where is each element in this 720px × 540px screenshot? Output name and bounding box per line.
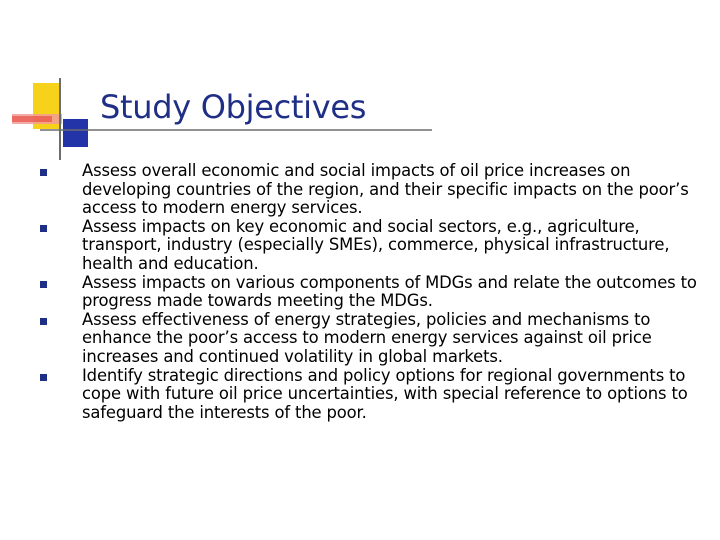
square-bullet-icon — [40, 169, 47, 176]
bullet-text: Identify strategic directions and policy options for regional governments to cope with future oil price uncertainties, with special reference to options to safeguard the interests of the poor. — [82, 365, 688, 422]
square-bullet-icon — [40, 318, 47, 325]
bullet-text: Assess overall economic and social impacts of oil price increases on developing countries of the region, and their specific impacts on the poor’s access to modern energy services. — [82, 161, 689, 218]
bullet-item — [40, 218, 712, 274]
deco-blue-square — [63, 119, 88, 147]
bullet-item — [40, 162, 712, 218]
bullet-item — [40, 311, 712, 367]
square-bullet-icon — [40, 374, 47, 381]
bullet-item — [40, 367, 712, 423]
bullet-text: Assess impacts on key economic and social sectors, e.g., agriculture, transport, industry (especially SMEs), commerce, physical infrastructure, health and education. — [82, 216, 670, 273]
bullet-list — [40, 162, 712, 422]
bullet-text: Assess effectiveness of energy strategies, policies and mechanisms to enhance the poor’s access to modern energy services against oil price increases and continued volatility in global markets. — [82, 309, 652, 366]
bullet-text: Assess impacts on various components of MDGs and relate the outcomes to progress made towards meeting the MDGs. — [82, 272, 697, 311]
bullet-item — [40, 274, 712, 311]
square-bullet-icon — [40, 225, 47, 232]
title-decoration — [0, 0, 720, 170]
slide-title: Study Objectives — [100, 88, 367, 126]
deco-red-bar-core — [12, 116, 52, 122]
square-bullet-icon — [40, 281, 47, 288]
